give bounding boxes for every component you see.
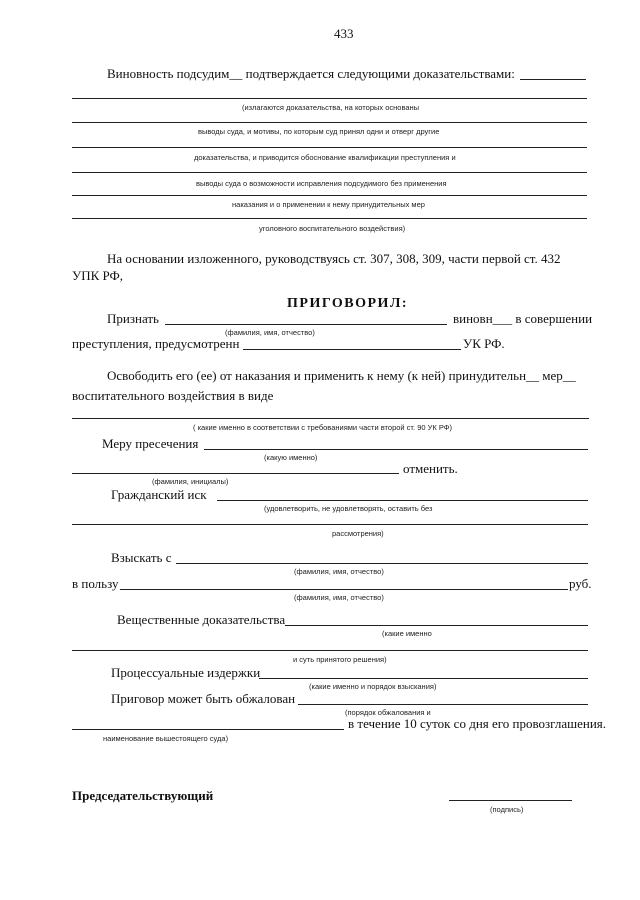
release-measure-line[interactable] [72,418,589,419]
guilt-line-6[interactable] [72,218,587,219]
guilt-line-1[interactable] [72,98,587,99]
basis-line-1: На основании изложенного, руководствуясь ст. 307, 308, 309, части первой ст. 432 [107,251,561,266]
release-line-1: Освободить его (ее) от наказания и применить к нему (к ней) принудительн__ мер__ [107,368,576,383]
civil-claim-line-2[interactable] [72,524,588,525]
guilt-line-5[interactable] [72,195,587,196]
presiding-judge-label: Председательствующий [72,788,214,803]
crime-article-line[interactable] [243,349,461,350]
guilt-line-4[interactable] [72,172,587,173]
civil-hint-2: рассмотрения) [332,529,384,538]
measure-hint-2: (фамилия, инициалы) [152,477,229,486]
recover-from-line[interactable] [176,563,588,564]
page-number: 433 [334,26,354,41]
evidence-hint: (какие именно [382,629,432,638]
guilt-line-3[interactable] [72,147,587,148]
guilt-text: Виновность подсудим__ подтверждается следующими доказательствами: [107,66,515,81]
admit-label: Признать [107,311,159,326]
appeal-hint-2: наименование вышестоящего суда) [103,734,229,743]
measure-cancel: отменить. [403,461,458,476]
crime-label: преступления, предусмотренн [72,336,240,351]
recover-hint: (фамилия, имя, отчество) [294,567,384,576]
release-line-2: воспитательного воздействия в виде [72,388,274,403]
appeal-term: в течение 10 суток со дня его провозглашения. [348,716,607,731]
appeal-procedure-line[interactable] [298,704,588,705]
basis-line-2: УПК РФ, [72,268,124,283]
costs-label: Процессуальные издержки [111,665,261,680]
recover-label: Взыскать с [111,550,172,565]
costs-line[interactable] [259,678,588,679]
civil-claim-label: Гражданский иск [111,487,207,502]
evidence-label: Вещественные доказательства [117,612,286,627]
signature-line[interactable] [449,800,572,801]
admit-hint: (фамилия, имя, отчество) [225,328,315,337]
evidence-hint-2: и суть принятого решения) [293,655,387,664]
evidence-decision-line[interactable] [72,650,588,651]
civil-claim-line[interactable] [217,500,588,501]
admit-guilty-text: виновн___ в совершении [453,311,593,326]
defendant-name-line[interactable] [165,324,447,325]
civil-hint: (удовлетворить, не удовлетворять, оставить без [264,504,433,513]
appeal-label: Приговор может быть обжалован [111,691,296,706]
rub-label: руб. [569,576,592,591]
signature-hint: (подпись) [490,805,524,814]
evidence-line[interactable] [285,625,588,626]
guilt-hint-6: уголовного воспитательного воздействия) [259,224,406,233]
guilt-hint-3: доказательства, и приводится обоснование квалификации преступления и [194,153,456,162]
measure-label: Меру пресечения [102,436,199,451]
guilt-hint-4: выводы суда о возможности исправления подсудимого без применения [196,179,447,188]
appeal-hint: (порядок обжалования и [345,708,431,717]
measure-name-line[interactable] [72,473,399,474]
guilt-hint-1: (излагаются доказательства, на которых основаны [242,103,420,112]
verdict-title: ПРИГОВОРИЛ: [287,296,409,311]
recover-hint-2: (фамилия, имя, отчество) [294,593,384,602]
costs-hint: (какие именно и порядок взыскания) [309,682,437,691]
release-hint: ( какие именно в соответствии с требованиями части второй ст. 90 УК РФ) [193,423,452,432]
guilt-hint-5: наказания и о применении к нему принудительных мер [232,200,425,209]
in-favor-line[interactable] [120,589,568,590]
guilt-line-2[interactable] [72,122,587,123]
measure-hint: (какую именно) [264,453,318,462]
guilt-blank-line[interactable] [520,79,586,80]
criminal-code: УК РФ. [463,336,505,351]
measure-line[interactable] [204,449,588,450]
in-favor-label: в пользу [72,576,119,591]
appeal-court-line[interactable] [72,729,344,730]
guilt-hint-2: выводы суда, и мотивы, по которым суд принял одни и отверг другие [198,127,440,136]
